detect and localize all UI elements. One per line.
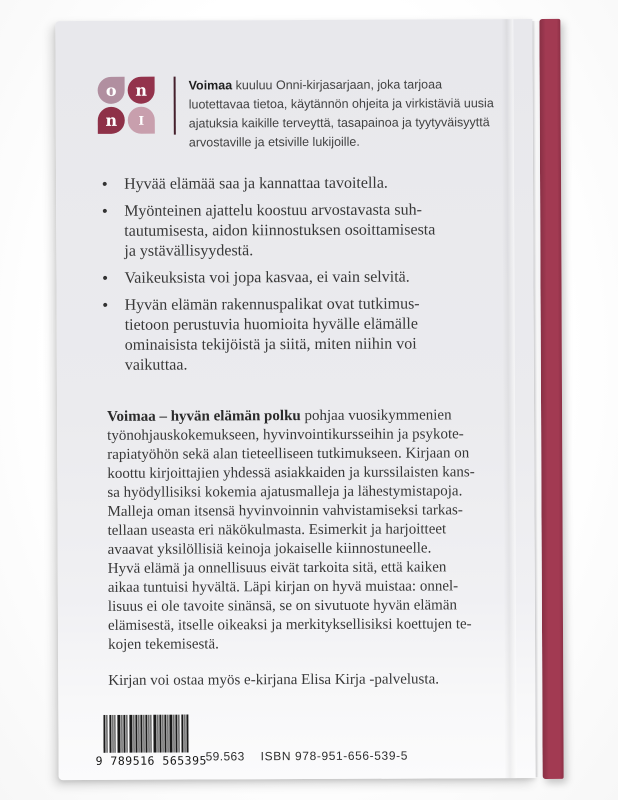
bullet-item [102, 200, 435, 261]
book-spine [539, 19, 563, 779]
logo-leaf-n1 [128, 77, 155, 104]
logo-letter: n [135, 80, 147, 100]
logo-leaf-o [98, 77, 125, 104]
bullet-list [102, 173, 436, 382]
purchase-note: Kirjan voi ostaa myös e-kirjana Elisa Kirja -palvelusta. [108, 671, 439, 689]
publisher-blurb [189, 75, 534, 153]
logo-letter: I [138, 113, 145, 128]
bullet-item [103, 294, 436, 375]
bullet-text: Myönteinen ajattelu koostuu arvostavasta suh- tautumisesta, aidon kiinnostuksen osoittamisesta ja ystävällisyydestä. [124, 201, 436, 260]
logo-leaf-n2 [98, 107, 125, 134]
publisher-header [98, 75, 534, 153]
bullet-text: Hyvää elämää saa ja kannattaa tavoitella. [124, 174, 388, 193]
logo-letter: o [105, 80, 117, 100]
description-text: pohjaa vuosikymmenien työnohjauskokemukseen, hyvinvointikursseihin ja psykote- rapiatyöhön sekä alan tieteelliseen tutkimukseen. Kirjaan on koottu kirjoittajien yhdessä asiakkaiden ja kurssilaisten kans- sa hyödyllisiksi kokemia ajatusmalleja ja lähestymistapoja. Malleja oman itsensä hyvinvoinnin vahvistamiseksi tarkas- tellaan useasta eri näkökulmasta. Esimerkit ja harjoitteet avaavat yksilöllisiä keinoja jokaiselle kiinnostuneelle. Hyvä elämä ja onnellisuus eivät tarkoita sitä, että kaiken aikaa tuntuisi hyvältä. Läpi kirjan on hyvä muistaa: onnel- lisuus ei ole tavoite sinänsä, se on sivutuote hyvän elämän elämisestä, itselle oikeaksi ja merkityksellisiksi koettujen te- kojen tekemisestä. [107, 407, 475, 653]
bullet-marker: • [102, 175, 108, 193]
barcode-digits: 9 789516 565395 [95, 753, 207, 768]
book-back-cover [55, 19, 535, 780]
bullet-marker: • [102, 269, 108, 287]
barcode-bars-icon [103, 715, 191, 753]
book [55, 18, 563, 782]
bullet-item [102, 173, 435, 194]
onni-series-logo-icon [98, 77, 156, 135]
isbn-text: ISBN 978-951-656-539-5 [260, 748, 408, 764]
book-description [107, 406, 475, 655]
blurb-text: kuuluu Onni-kirjasarjaan, joka tarjoaa luotettavaa tietoa, käytännön ohjeita ja virkistäviä uusia ajatuksia kaikille terveyttä, tasapainoa ja tyytyväisyyttä arvostaville ja etsiville lukijoille. [188, 77, 494, 150]
bullet-text: Vaikeuksista voi jopa kasvaa, ei vain selvitä. [124, 268, 410, 287]
codes-row [206, 749, 408, 764]
logo-divider [174, 77, 176, 135]
bullet-text: Hyvän elämän rakennuspalikat ovat tutkimus- tietoon perustuvia huomioita hyvälle elämälle ominaisista tekijöistä ja siitä, miten niihin voi vaikuttaa. [124, 295, 420, 374]
bullet-marker: • [102, 202, 108, 220]
product-code: 59.563 [205, 749, 245, 764]
bullet-item [102, 267, 435, 288]
logo-letter: n [105, 110, 118, 130]
blurb-lead: Voimaa [188, 78, 233, 93]
bullet-marker: • [102, 296, 108, 314]
description-lead: Voimaa – hyvän elämän polku [107, 408, 301, 425]
barcode [95, 715, 207, 768]
logo-leaf-i [128, 107, 155, 134]
